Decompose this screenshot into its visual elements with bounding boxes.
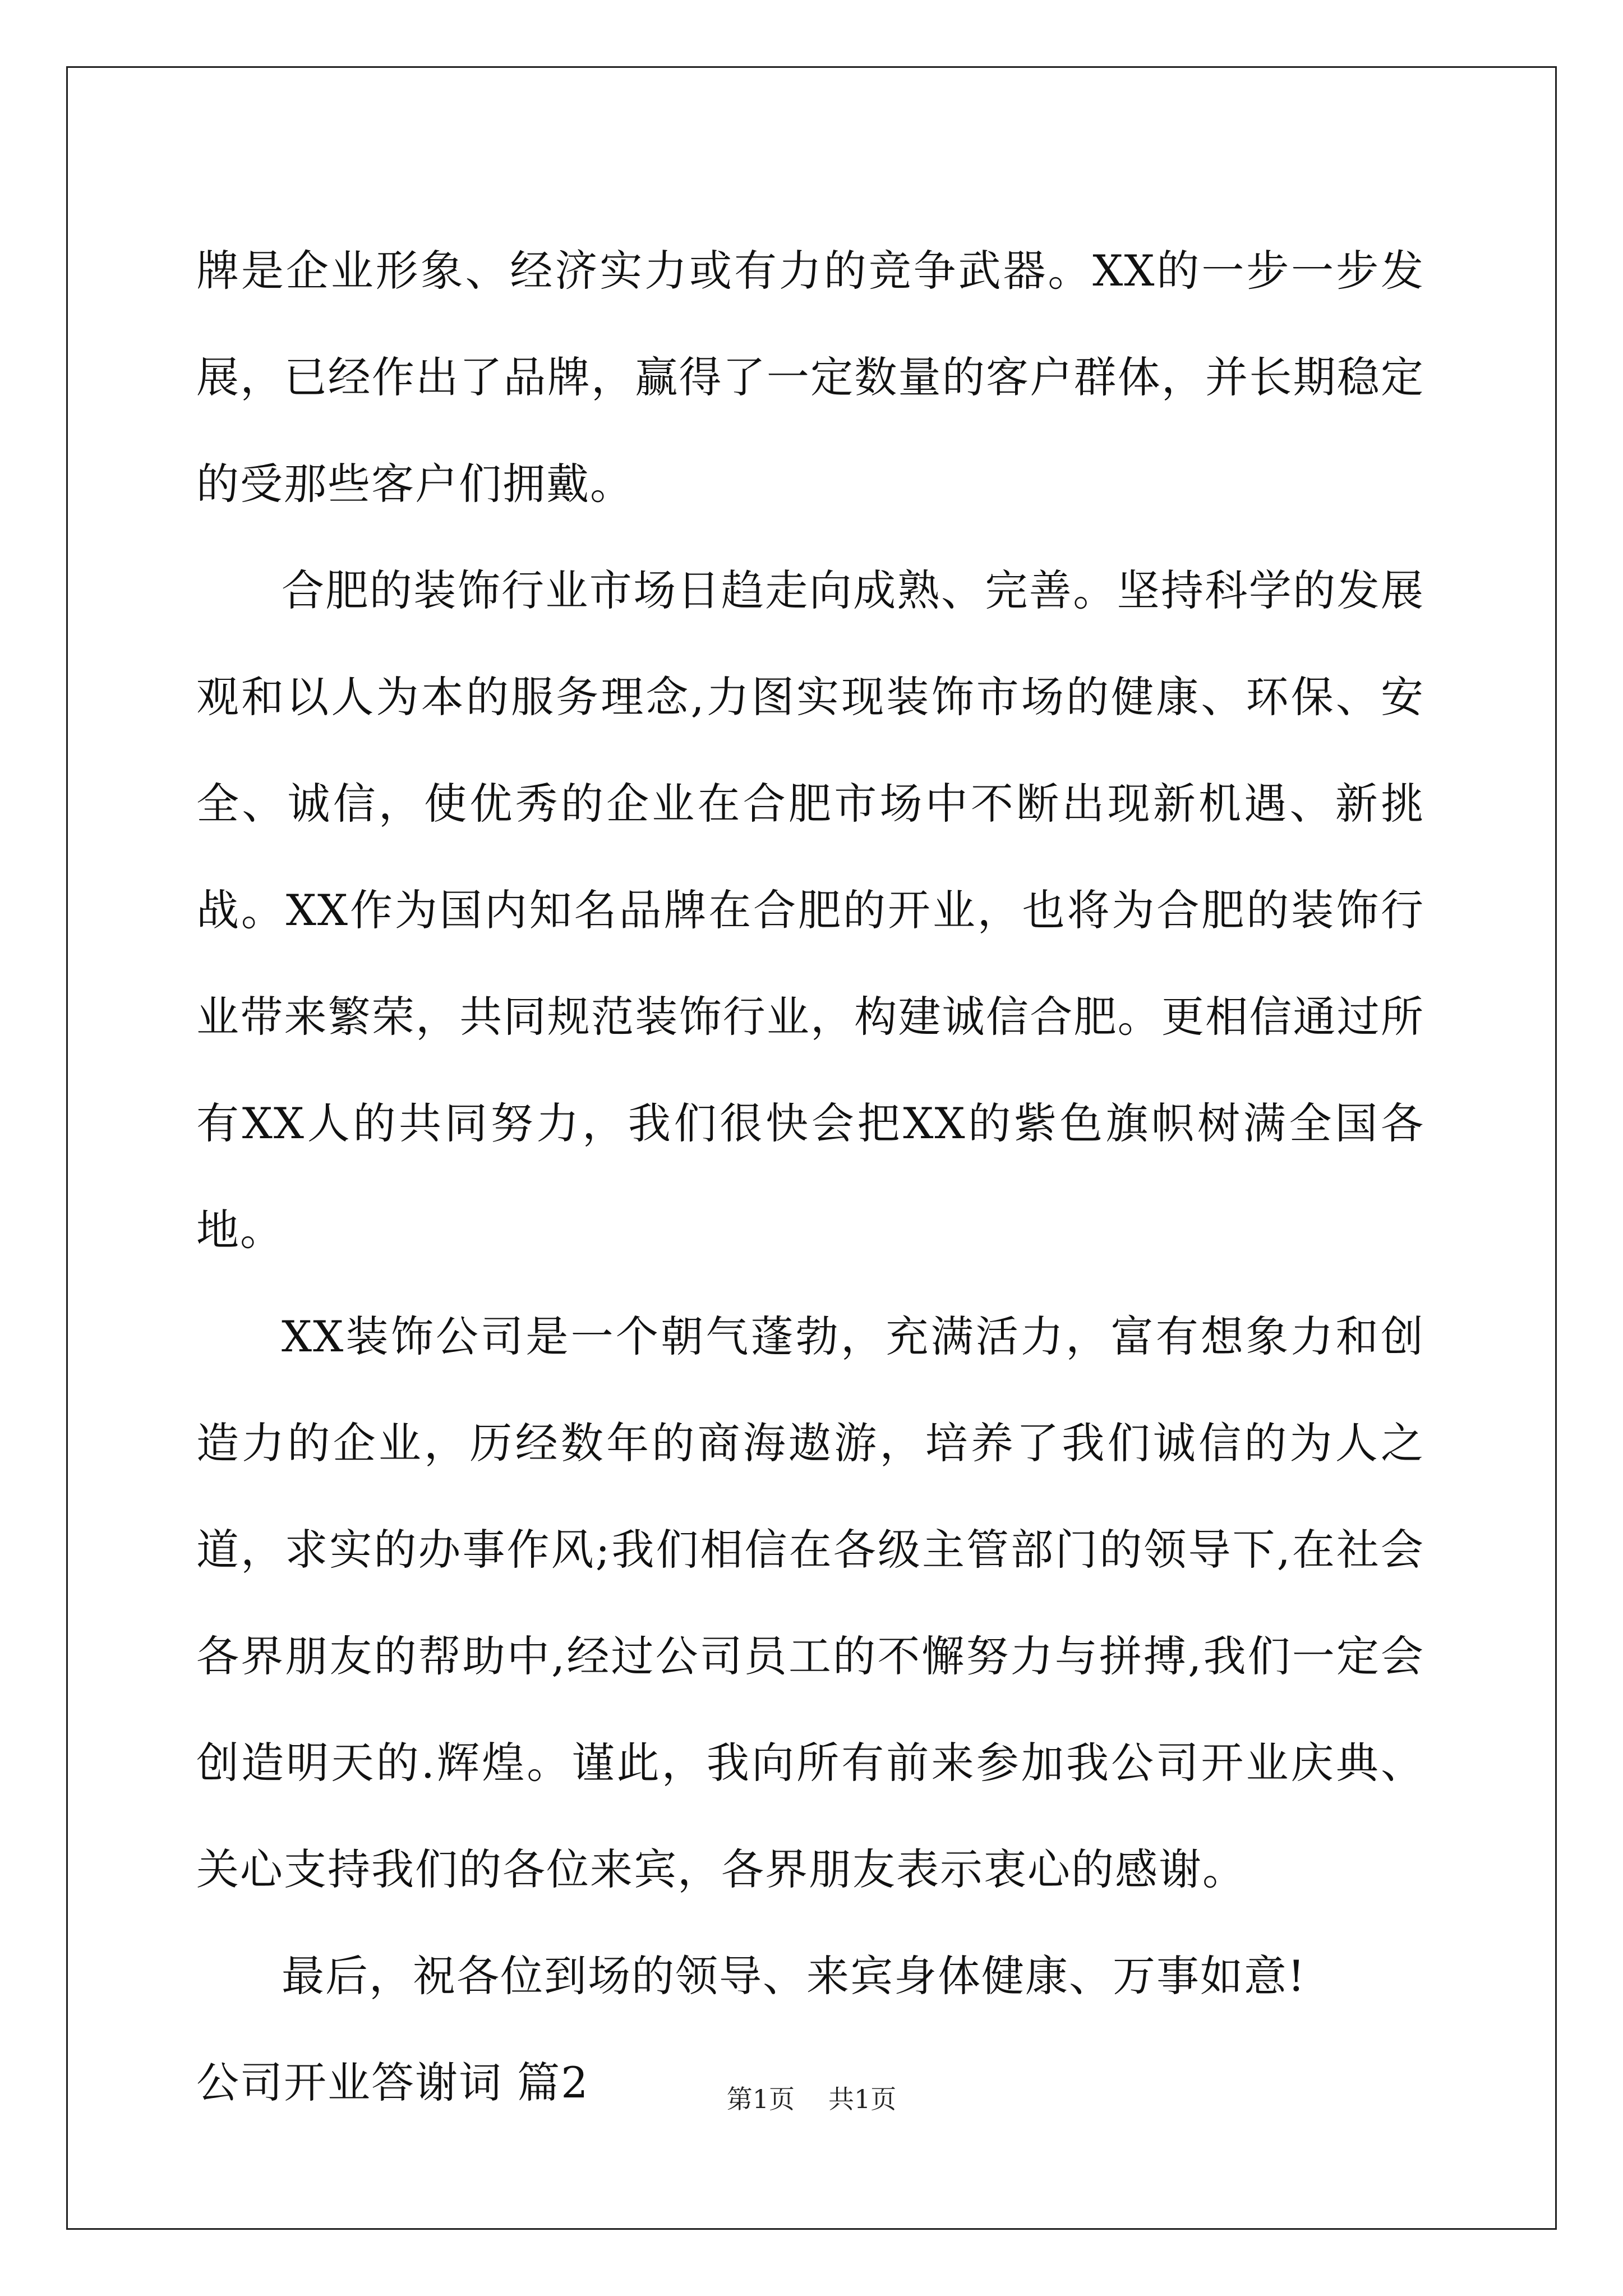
document-body: [196, 218, 1424, 2136]
page-number: 第1页: [726, 2084, 795, 2114]
paragraph-3: XX装饰公司是一个朝气蓬勃，充满活力，富有想象力和创造力的企业，历经数年的商海遨游，培养了我们诚信的为人之道，求实的办事作风;我们相信在各级主管部门的领导下,在社会各界朋友的帮助中,经过公司员工的不懈努力与拼搏,我们一定会创造明天的.辉煌。谨此，我向所有前来参加我公司开业庆典、关心支持我们的各位来宾，各界朋友表示衷心的感谢。: [196, 1312, 1424, 1894]
section-heading: 公司开业答谢词 篇2: [196, 2058, 589, 2108]
paragraph-4: 最后，祝各位到场的领导、来宾身体健康、万事如意!: [282, 1951, 1306, 2001]
page-footer: [0, 2082, 1623, 2116]
page-total: 共1页: [828, 2084, 897, 2114]
paragraph-1: 牌是企业形象、经济实力或有力的竞争武器。XX的一步一步发展，已经作出了品牌，赢得了一定数量的客户群体，并长期稳定的受那些客户们拥戴。: [196, 246, 1424, 509]
paragraph-2: 合肥的装饰行业市场日趋走向成熟、完善。坚持科学的发展观和以人为本的服务理念,力图实现装饰市场的健康、环保、安全、诚信，使优秀的企业在合肥市场中不断出现新机遇、新挑战。XX作为国内知名品牌在合肥的开业，也将为合肥的装饰行业带来繁荣，共同规范装饰行业，构建诚信合肥。更相信通过所有XX人的共同努力，我们很快会把XX的紫色旗帜树满全国各地。: [196, 565, 1424, 1255]
